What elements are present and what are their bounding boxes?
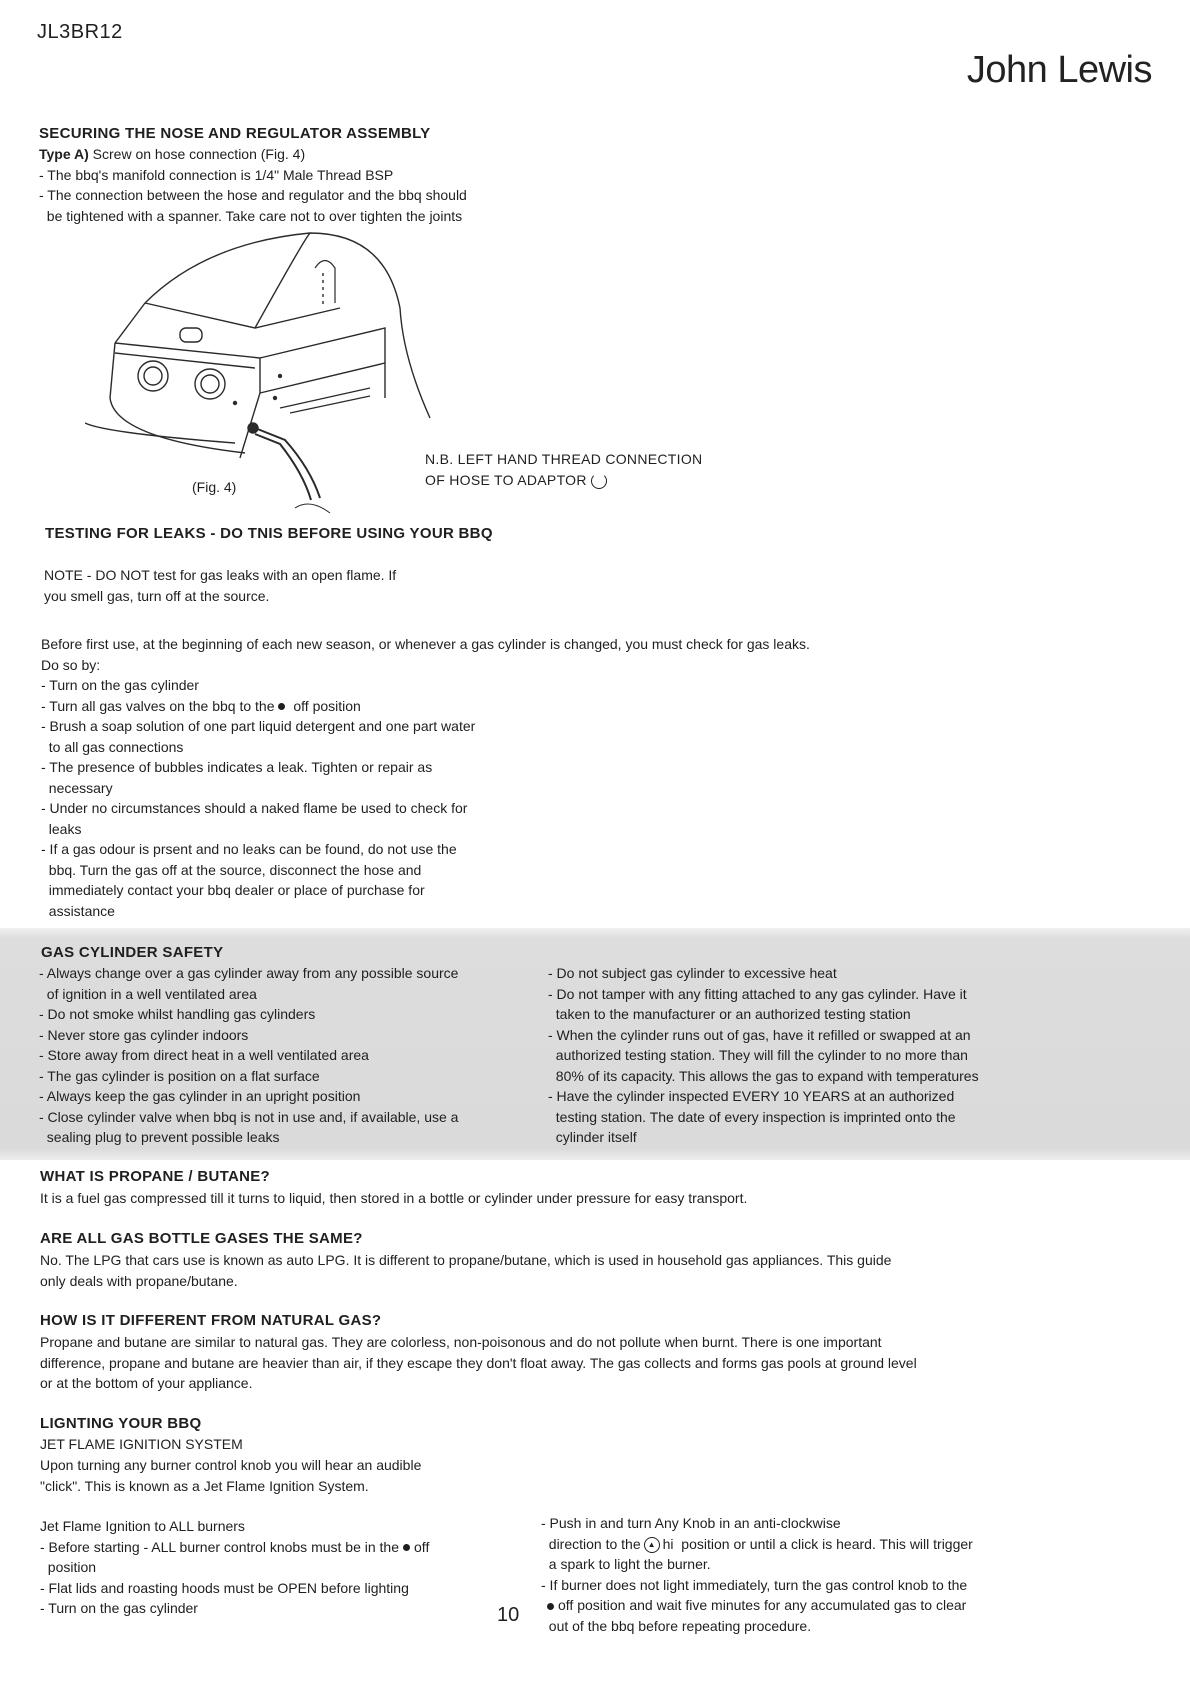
securing-type-label: Type A): [39, 146, 89, 162]
cylinder-safety-item: - The gas cylinder is position on a flat surface: [39, 1067, 320, 1084]
lighting-left-bullet-2: - Flat lids and roasting hoods must be OPEN before lighting: [40, 1579, 409, 1596]
cylinder-safety-item: cylinder itself: [548, 1129, 637, 1145]
testing-note-line: you smell gas, turn off at the source.: [44, 587, 270, 604]
hose-thread-note-line2: OF HOSE TO ADAPTOR: [425, 470, 702, 491]
testing-step-valves: - Turn all gas valves on the bbq to the off position: [41, 697, 361, 714]
lighting-intro-line: "click". This is known as a Jet Flame Ignition System.: [40, 1477, 369, 1494]
lighting-right-line-2: direction to the ▲ hi position or until a click is heard. This will trigger: [541, 1535, 973, 1552]
propane-text: It is a fuel gas compressed till it turns to liquid, then stored in a bottle or cylinder under pressure for easy transport.: [40, 1190, 748, 1206]
natural-text: [40, 1332, 917, 1394]
testing-step-line: - The presence of bubbles indicates a leak. Tighten or repair as: [41, 759, 433, 775]
cylinder-safety-item: testing station. The date of every inspection is imprinted onto the: [548, 1108, 956, 1125]
natural-heading: HOW IS IT DIFFERENT FROM NATURAL GAS?: [40, 1312, 382, 1329]
securing-lines: [39, 165, 639, 227]
natural-text-line: or at the bottom of your appliance.: [40, 1375, 253, 1391]
lighting-right-line-5: off position and wait five minutes for any accumulated gas to clear: [541, 1595, 973, 1616]
lighting-right-line-4: - If burner does not light immediately, turn the gas control knob to the: [541, 1576, 968, 1593]
testing-step-line: bbq. Turn the gas off at the source, disconnect the hose and: [41, 861, 422, 878]
same-heading: ARE ALL GAS BOTTLE GASES THE SAME?: [40, 1230, 363, 1247]
flame-hi-icon: ▲: [644, 1537, 660, 1553]
lighting-heading: LIGNTING YOUR BBQ: [40, 1415, 202, 1432]
cylinder-safety-right: [548, 963, 979, 1148]
securing-type-text: Screw on hose connection (Fig. 4): [88, 146, 306, 162]
testing-note: [44, 565, 396, 606]
securing-section: [39, 124, 639, 226]
testing-step-line: - Brush a soap solution of one part liquid detergent and one part water: [41, 718, 476, 734]
natural-text-line: Propane and butane are similar to natural gas. They are colorless, non-poisonous and do not pollute when burnt. There is one important: [40, 1334, 882, 1350]
cylinder-safety-item: - Do not subject gas cylinder to excessive heat: [548, 965, 837, 981]
document-code: JL3BR12: [37, 21, 123, 43]
lighting-left-bullet-3: - Turn on the gas cylinder: [40, 1600, 198, 1616]
brand-logo: John Lewis: [966, 49, 1152, 91]
testing-step-cylinder: - Turn on the gas cylinder: [41, 677, 199, 693]
lighting-left-bullet-1: - Before starting - ALL burner control knobs must be in the off: [40, 1538, 430, 1555]
cylinder-safety-item: - Have the cylinder inspected EVERY 10 YEARS at an authorized: [548, 1088, 955, 1104]
cylinder-safety-item: taken to the manufacturer or an authorized testing station: [548, 1006, 911, 1022]
cylinder-safety-left: [39, 963, 458, 1148]
testing-step-line: necessary: [41, 779, 113, 796]
lighting-right-line-6: out of the bbq before repeating procedure.: [541, 1617, 812, 1634]
securing-line: - The connection between the hose and regulator and the bbq should: [39, 187, 467, 203]
same-text-line: only deals with propane/butane.: [40, 1272, 238, 1289]
off-position-icon: [278, 703, 285, 710]
lighting-intro-line: Upon turning any burner control knob you will hear an audible: [40, 1457, 422, 1473]
cylinder-safety-item: 80% of its capacity. This allows the gas to expand with temperatures: [548, 1067, 979, 1084]
cylinder-safety-item: - Close cylinder valve when bbq is not in use and, if available, use a: [39, 1108, 459, 1125]
securing-type: [39, 144, 639, 165]
cylinder-safety-item: - Always change over a gas cylinder away from any possible source: [39, 965, 459, 981]
lighting-left-bullet-1-cont: position: [40, 1559, 97, 1575]
testing-step-line: to all gas connections: [41, 738, 184, 755]
lighting-right-line-3: a spark to light the burner.: [541, 1556, 711, 1572]
cylinder-safety-item: - Do not smoke whilst handling gas cylinders: [39, 1006, 316, 1022]
cylinder-safety-item: - Always keep the gas cylinder in an upright position: [39, 1088, 361, 1104]
testing-step-line: - Under no circumstances should a naked flame be used to check for: [41, 800, 468, 816]
testing-intro: Before first use, at the beginning of each new season, or whenever a gas cylinder is changed, you must check for gas leaks.: [41, 636, 810, 652]
same-text: [40, 1250, 891, 1291]
testing-step-line: immediately contact your bbq dealer or place of purchase for: [41, 882, 425, 898]
anticlockwise-arrow-icon: [591, 473, 607, 489]
securing-line: - The bbq's manifold connection is 1/4" Male Thread BSP: [39, 166, 394, 183]
lighting-right-line-1: - Push in and turn Any Knob in an anti-clockwise: [541, 1515, 841, 1531]
page-number: 10: [497, 1604, 520, 1626]
testing-step-line: - If a gas odour is prsent and no leaks can be found, do not use the: [41, 841, 457, 857]
hose-thread-note: [425, 449, 702, 491]
natural-text-line: difference, propane and butane are heavier than air, if they escape they don't float away. The gas collects and forms gas pools at ground level: [40, 1354, 917, 1371]
same-text-line: No. The LPG that cars use is known as auto LPG. It is different to propane/butane, which is used in household gas appliances. This guide: [40, 1252, 892, 1268]
cylinder-safety-item: sealing plug to prevent possible leaks: [39, 1129, 280, 1145]
cylinder-safety-heading: GAS CYLINDER SAFETY: [41, 944, 224, 961]
securing-heading: SECURING THE NOSE AND REGULATOR ASSEMBLY: [39, 125, 431, 142]
bbq-hose-connection-illustration: [85, 228, 445, 518]
figure-caption: (Fig. 4): [192, 479, 237, 495]
lighting-left-title: Jet Flame Ignition to ALL burners: [40, 1518, 245, 1534]
testing-body: [41, 634, 1141, 921]
cylinder-safety-item: - Never store gas cylinder indoors: [39, 1026, 249, 1043]
testing-step-line: assistance: [41, 902, 115, 919]
lighting-subheading: JET FLAME IGNITION SYSTEM: [40, 1436, 243, 1452]
cylinder-safety-item: of ignition in a well ventilated area: [39, 985, 257, 1002]
cylinder-safety-item: - Do not tamper with any fitting attached to any gas cylinder. Have it: [548, 985, 967, 1002]
lighting-intro: [40, 1455, 421, 1496]
hose-thread-note-line1: N.B. LEFT HAND THREAD CONNECTION: [425, 451, 703, 467]
off-position-icon: [403, 1544, 410, 1551]
testing-note-line: NOTE - DO NOT test for gas leaks with an open flame. If: [44, 567, 397, 583]
lighting-right-column: [541, 1513, 973, 1636]
testing-step-line: leaks: [41, 820, 82, 837]
cylinder-safety-item: - Store away from direct heat in a well ventilated area: [39, 1047, 369, 1063]
propane-heading: WHAT IS PROPANE / BUTANE?: [40, 1168, 270, 1185]
securing-line: be tightened with a spanner. Take care not to over tighten the joints: [39, 207, 463, 224]
off-position-icon: [547, 1603, 554, 1610]
testing-steps: [41, 716, 1141, 921]
lighting-left-column: [40, 1516, 429, 1619]
testing-doso: Do so by:: [41, 656, 101, 673]
cylinder-safety-item: - When the cylinder runs out of gas, have it refilled or swapped at an: [548, 1026, 971, 1043]
cylinder-safety-item: authorized testing station. They will fill the cylinder to no more than: [548, 1047, 968, 1063]
testing-heading: TESTING FOR LEAKS - DO TNIS BEFORE USING YOUR BBQ: [45, 525, 493, 542]
